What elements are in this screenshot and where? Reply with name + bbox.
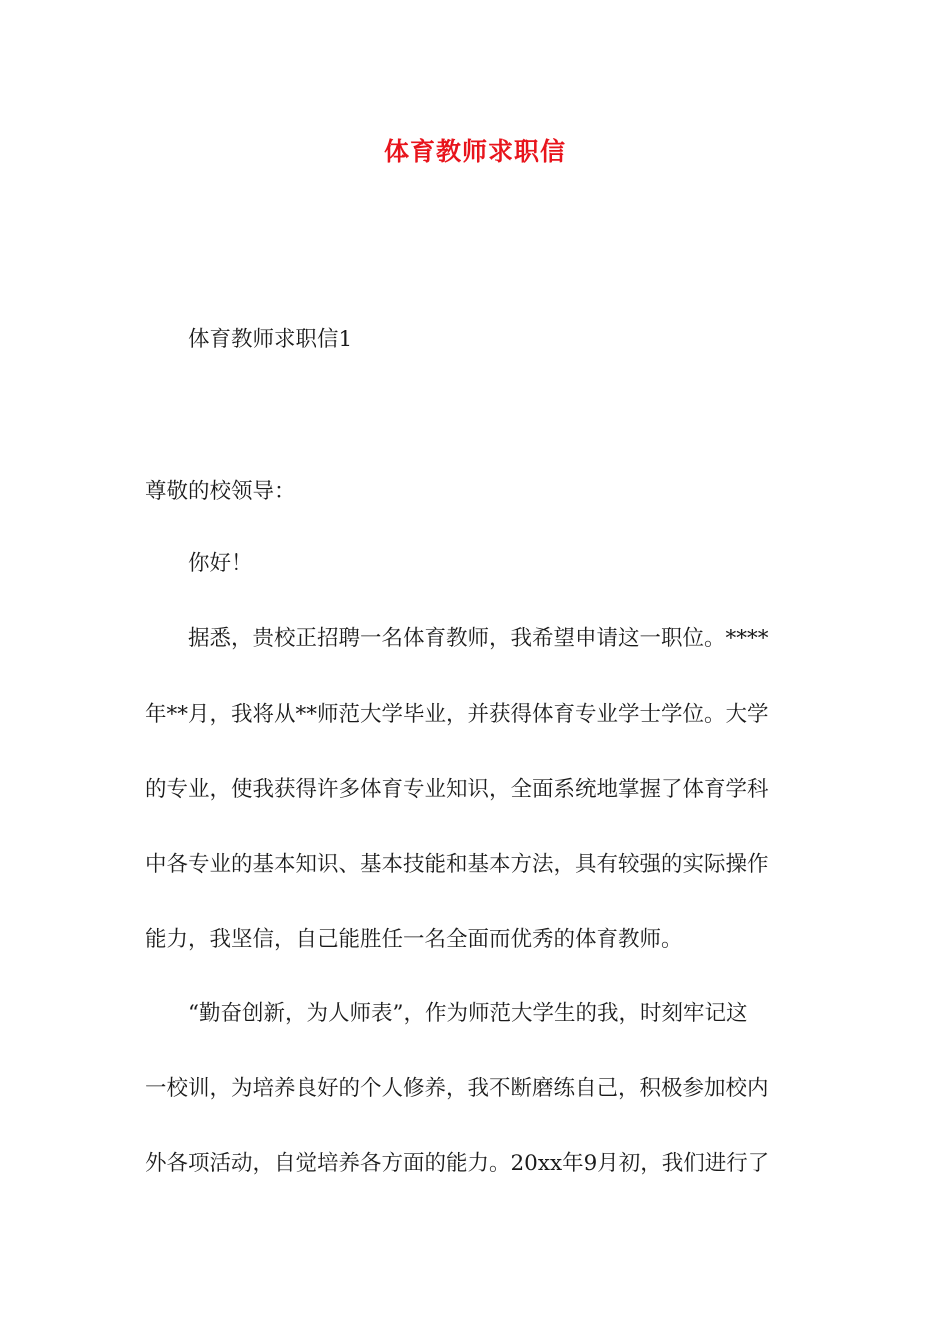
paragraph-2-line-3: 外各项活动，自觉培养各方面的能力。20xx年9月初，我们进行了 [145, 1151, 770, 1176]
paragraph-1-line-3: 的专业，使我获得许多体育专业知识，全面系统地掌握了体育学科 [145, 777, 769, 802]
document-title: 体育教师求职信 [383, 137, 566, 166]
greeting: 你好！ [188, 551, 253, 576]
paragraph-1-line-5: 能力，我坚信，自己能胜任一名全面而优秀的体育教师。 [145, 927, 683, 952]
paragraph-2-line-1: “勤奋创新，为人师表”，作为师范大学生的我，时刻牢记这 [188, 1001, 748, 1026]
paragraph-1-line-2: 年**月，我将从**师范大学毕业，并获得体育专业学士学位。大学 [145, 702, 769, 727]
section-heading: 体育教师求职信1 [188, 327, 353, 352]
paragraph-1-line-4: 中各专业的基本知识、基本技能和基本方法，具有较强的实际操作 [145, 852, 769, 877]
paragraph-1-line-1: 据悉，贵校正招聘一名体育教师，我希望申请这一职位。**** [188, 626, 769, 651]
salutation: 尊敬的校领导： [145, 479, 296, 504]
paragraph-2-line-2: 一校训，为培养良好的个人修养，我不断磨练自己，积极参加校内 [145, 1076, 769, 1101]
